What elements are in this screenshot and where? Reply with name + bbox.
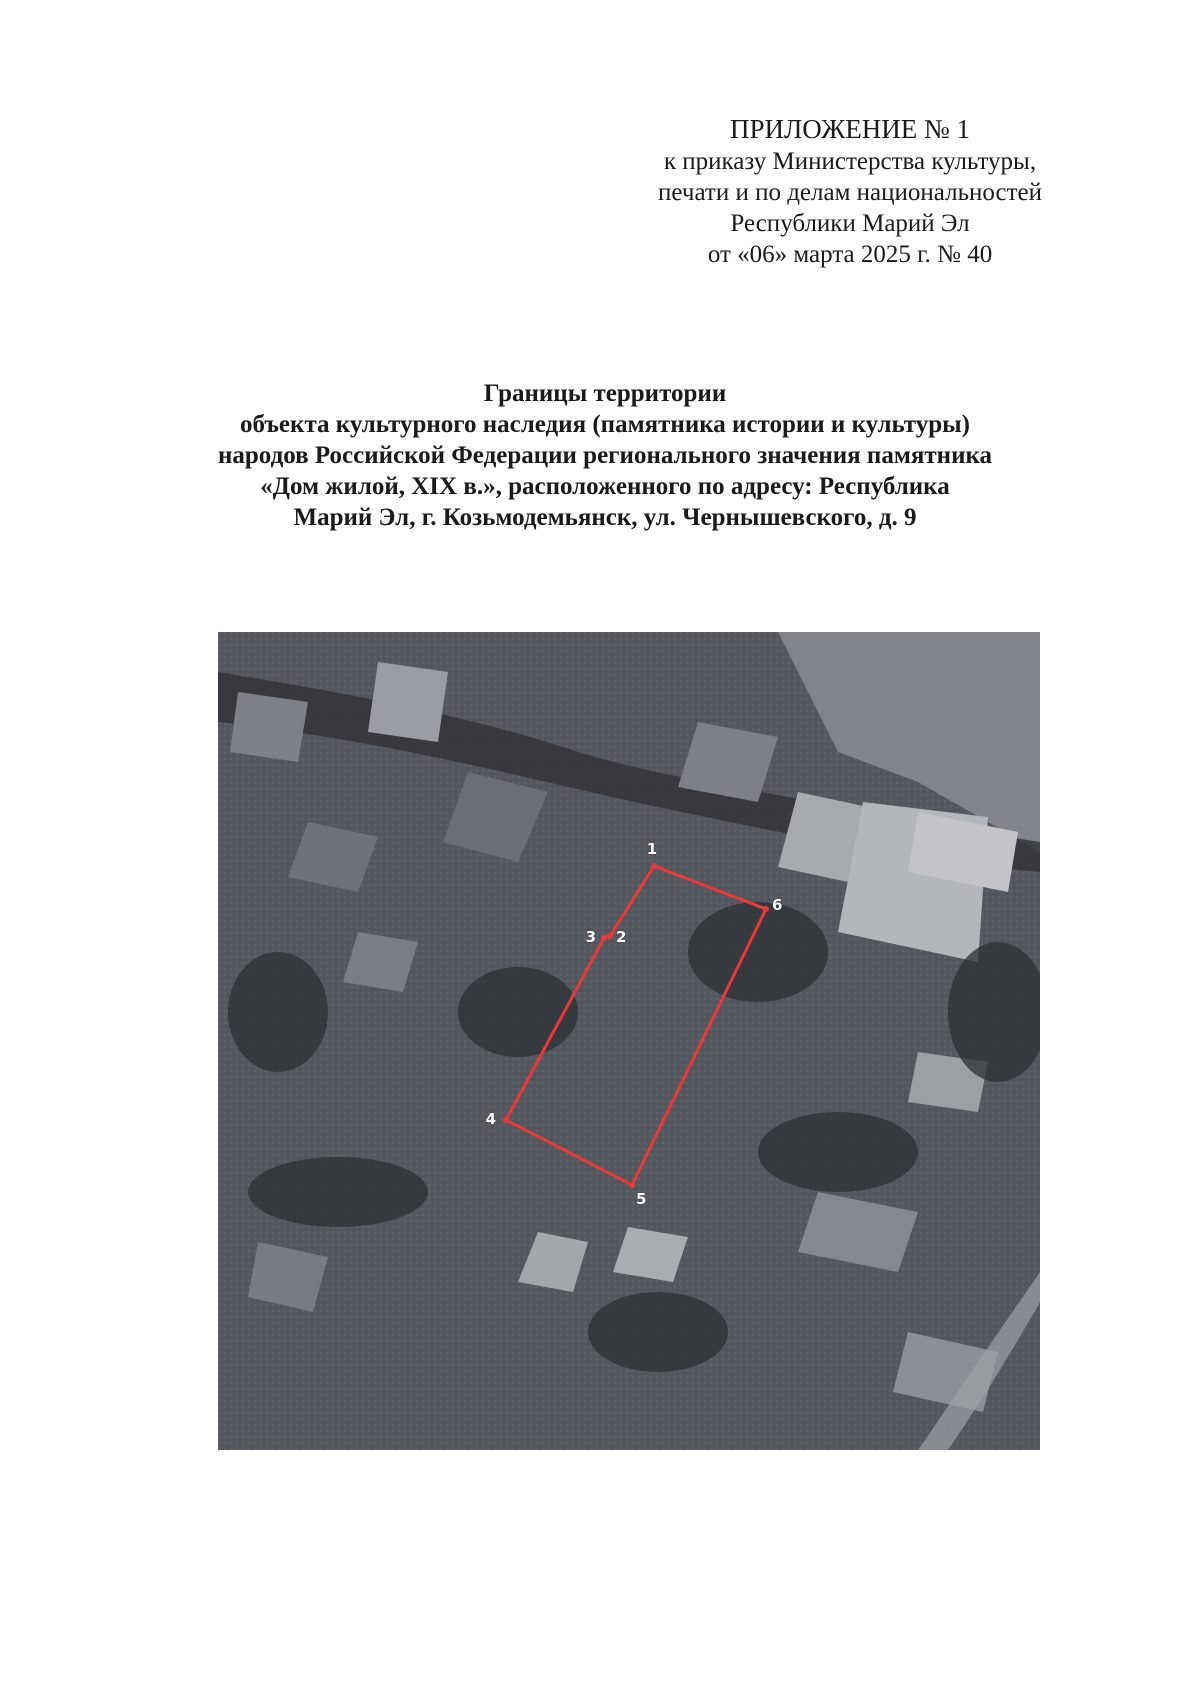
title-line: Марий Эл, г. Козьмодемьянск, ул. Чернышевского, д. 9 [293, 504, 917, 531]
boundary-vertex [601, 935, 607, 941]
title-line: объекта культурного наследия (памятника истории и культуры) [239, 411, 970, 438]
appendix-line: от «06» марта 2025 г. № 40 [707, 241, 993, 268]
boundary-vertex [629, 1182, 635, 1188]
map-canvas [218, 632, 1040, 1450]
document-title [150, 378, 1060, 533]
boundary-vertex [651, 863, 657, 869]
boundary-vertex [763, 906, 769, 912]
vertex-label: 3 [585, 928, 596, 946]
appendix-line: печати и по делам национальностей [658, 179, 1042, 206]
vertex-label: 1 [646, 840, 658, 858]
boundary-vertex [607, 933, 613, 939]
appendix-heading: ПРИЛОЖЕНИЕ № 1 [729, 114, 971, 144]
appendix-block [600, 112, 1100, 270]
title-line: народов Российской Федерации регионального значения памятника [218, 442, 992, 469]
vertex-label: 2 [616, 928, 627, 946]
appendix-line: Республики Марий Эл [730, 210, 970, 237]
appendix-line: к приказу Министерства культуры, [663, 148, 1037, 175]
vertex-label: 6 [772, 896, 783, 914]
title-line: Границы территории [483, 380, 727, 407]
vertex-label: 5 [636, 1190, 647, 1208]
vertex-label: 4 [485, 1110, 496, 1128]
boundary-vertex [503, 1117, 509, 1123]
aerial-map [218, 632, 1040, 1450]
title-line: «Дом жилой, XIX в.», расположенного по адресу: Республика [260, 473, 950, 500]
